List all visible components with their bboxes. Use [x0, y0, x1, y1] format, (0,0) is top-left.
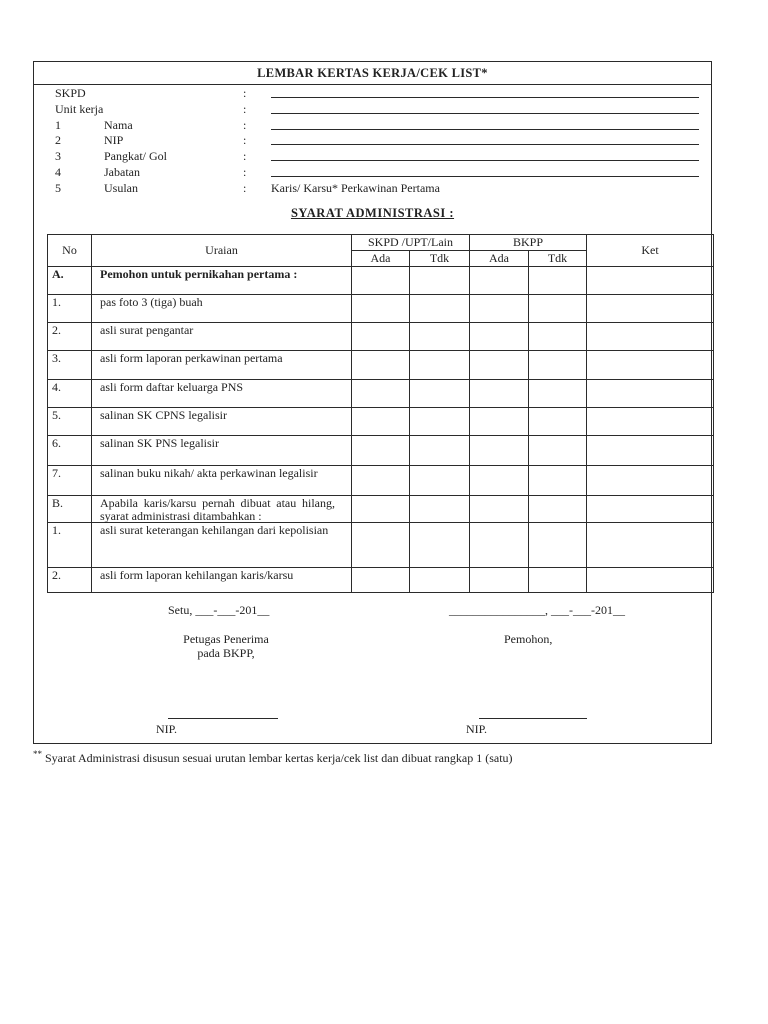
check-cell-bkpp-tdk	[529, 323, 587, 351]
row-no: 2.	[48, 323, 92, 351]
info-section	[34, 86, 711, 197]
table-row	[48, 323, 714, 351]
check-cell-skpd-ada	[352, 408, 410, 436]
footnote-text: Syarat Administrasi disusun sesuai urutan lembar kertas kerja/cek list dan dibuat rangkap 1 (satu)	[45, 751, 513, 765]
row-no: 6.	[48, 436, 92, 466]
field-label: Nama	[104, 117, 133, 132]
check-cell-skpd-tdk	[410, 568, 470, 593]
field-colon: :	[243, 101, 247, 116]
form-box	[33, 61, 712, 744]
signature-role-left	[168, 632, 284, 660]
ket-cell	[587, 295, 714, 323]
field-fill-line	[271, 165, 699, 177]
check-cell-skpd-tdk	[410, 436, 470, 466]
check-cell-bkpp-tdk	[529, 436, 587, 466]
ket-cell	[587, 466, 714, 496]
col-group-bkpp-header: BKPP	[470, 235, 587, 251]
check-cell-bkpp-ada	[470, 568, 529, 593]
check-cell-bkpp-ada	[470, 267, 529, 295]
row-uraian: salinan SK PNS legalisir	[92, 436, 352, 466]
ket-cell	[587, 408, 714, 436]
col-skpd-ada-header: Ada	[352, 251, 410, 267]
ket-cell	[587, 323, 714, 351]
check-cell-skpd-tdk	[410, 496, 470, 523]
col-ket-header: Ket	[587, 235, 714, 267]
check-cell-bkpp-ada	[470, 496, 529, 523]
row-uraian: salinan buku nikah/ akta perkawinan legalisir	[92, 466, 352, 496]
field-fill-line	[271, 149, 699, 161]
check-cell-skpd-ada	[352, 380, 410, 408]
table-row	[48, 466, 714, 496]
col-group-skpd-header: SKPD /UPT/Lain	[352, 235, 470, 251]
signature-role-right: Pemohon,	[504, 632, 553, 646]
field-label: NIP	[104, 133, 124, 148]
table-row	[48, 523, 714, 568]
row-uraian: asli surat keterangan kehilangan dari kepolisian	[92, 523, 352, 568]
ket-cell	[587, 496, 714, 523]
info-field-row	[34, 118, 711, 134]
ket-cell	[587, 568, 714, 593]
row-no: 4.	[48, 380, 92, 408]
field-number: 2	[55, 133, 61, 148]
field-number: 1	[55, 117, 61, 132]
check-cell-skpd-tdk	[410, 267, 470, 295]
field-label: Unit kerja	[55, 101, 104, 116]
signature-line-left	[168, 718, 278, 719]
check-cell-skpd-tdk	[410, 380, 470, 408]
col-uraian-header: Uraian	[92, 235, 352, 267]
row-no: 7.	[48, 466, 92, 496]
row-uraian: asli surat pengantar	[92, 323, 352, 351]
check-cell-bkpp-tdk	[529, 496, 587, 523]
check-cell-bkpp-tdk	[529, 408, 587, 436]
check-cell-bkpp-ada	[470, 436, 529, 466]
field-value: Karis/ Karsu* Perkawinan Pertama	[271, 180, 440, 195]
info-field-row	[34, 181, 711, 197]
check-cell-skpd-ada	[352, 295, 410, 323]
row-no: 1.	[48, 523, 92, 568]
table-row	[48, 496, 714, 523]
check-cell-skpd-tdk	[410, 323, 470, 351]
nip-label-left: NIP.	[156, 722, 178, 736]
field-colon: :	[243, 117, 247, 132]
col-bkpp-tdk-header: Tdk	[529, 251, 587, 267]
table-row	[48, 436, 714, 466]
check-cell-skpd-ada	[352, 496, 410, 523]
field-label: Usulan	[104, 180, 138, 195]
signature-date-left: Setu, ___-___-201__	[168, 603, 270, 617]
check-cell-bkpp-ada	[470, 523, 529, 568]
info-field-row	[34, 149, 711, 165]
check-cell-skpd-tdk	[410, 408, 470, 436]
info-field-row	[34, 102, 711, 118]
row-no: A.	[48, 267, 92, 295]
row-no: 2.	[48, 568, 92, 593]
field-colon: :	[243, 149, 247, 164]
check-cell-bkpp-tdk	[529, 351, 587, 380]
check-cell-skpd-ada	[352, 351, 410, 380]
row-uraian: asli form laporan kehilangan karis/karsu	[92, 568, 352, 593]
nip-label-right: NIP.	[466, 722, 488, 736]
check-cell-skpd-ada	[352, 568, 410, 593]
ket-cell	[587, 267, 714, 295]
row-uraian: asli form laporan perkawinan pertama	[92, 351, 352, 380]
check-cell-bkpp-tdk	[529, 267, 587, 295]
info-field-row	[34, 86, 711, 102]
field-colon: :	[243, 86, 247, 100]
info-field-row	[34, 165, 711, 181]
footnote	[33, 749, 513, 766]
signature-role-line1: Petugas Penerima	[183, 632, 269, 646]
section-heading: SYARAT ADMINISTRASI :	[290, 206, 455, 220]
check-cell-skpd-ada	[352, 323, 410, 351]
table-row	[48, 380, 714, 408]
check-cell-skpd-ada	[352, 466, 410, 496]
table-row	[48, 351, 714, 380]
check-cell-skpd-ada	[352, 436, 410, 466]
signature-date-right: ________________, ___-___-201__	[449, 603, 625, 617]
check-cell-bkpp-ada	[470, 408, 529, 436]
row-uraian: asli form daftar keluarga PNS	[92, 380, 352, 408]
field-number: 4	[55, 164, 61, 179]
row-no: 5.	[48, 408, 92, 436]
field-fill-line	[271, 102, 699, 114]
field-colon: :	[243, 180, 247, 195]
checklist-table	[47, 234, 714, 593]
field-fill-line	[271, 133, 699, 145]
check-cell-bkpp-ada	[470, 351, 529, 380]
row-no: B.	[48, 496, 92, 523]
table-row	[48, 267, 714, 295]
col-skpd-tdk-header: Tdk	[410, 251, 470, 267]
form-title: LEMBAR KERTAS KERJA/CEK LIST*	[34, 62, 711, 85]
table-row	[48, 295, 714, 323]
field-label: Pangkat/ Gol	[104, 149, 167, 164]
footnote-marker: **	[33, 749, 42, 759]
check-cell-skpd-tdk	[410, 351, 470, 380]
field-label: SKPD	[55, 86, 86, 100]
ket-cell	[587, 523, 714, 568]
row-uraian: salinan SK CPNS legalisir	[92, 408, 352, 436]
check-cell-skpd-ada	[352, 523, 410, 568]
check-cell-bkpp-tdk	[529, 295, 587, 323]
table-row	[48, 408, 714, 436]
check-cell-skpd-ada	[352, 267, 410, 295]
check-cell-bkpp-ada	[470, 380, 529, 408]
field-label: Jabatan	[104, 164, 140, 179]
check-cell-bkpp-ada	[470, 323, 529, 351]
check-cell-bkpp-ada	[470, 466, 529, 496]
ket-cell	[587, 351, 714, 380]
ket-cell	[587, 380, 714, 408]
col-bkpp-ada-header: Ada	[470, 251, 529, 267]
check-cell-skpd-tdk	[410, 295, 470, 323]
ket-cell	[587, 436, 714, 466]
table-row	[48, 568, 714, 593]
info-field-row	[34, 133, 711, 149]
check-cell-bkpp-tdk	[529, 523, 587, 568]
row-uraian: Apabila karis/karsu pernah dibuat atau hilang, syarat administrasi ditambahkan :	[92, 496, 352, 523]
check-cell-skpd-tdk	[410, 523, 470, 568]
row-no: 3.	[48, 351, 92, 380]
row-no: 1.	[48, 295, 92, 323]
check-cell-bkpp-tdk	[529, 380, 587, 408]
field-fill-line	[271, 118, 699, 130]
field-fill-line	[271, 86, 699, 98]
signature-role-line2: pada BKPP,	[197, 646, 255, 660]
check-cell-skpd-tdk	[410, 466, 470, 496]
check-cell-bkpp-ada	[470, 295, 529, 323]
field-colon: :	[243, 133, 247, 148]
field-number: 5	[55, 180, 61, 195]
field-number: 3	[55, 149, 61, 164]
row-uraian: Pemohon untuk pernikahan pertama :	[92, 267, 352, 295]
row-uraian: pas foto 3 (tiga) buah	[92, 295, 352, 323]
check-cell-bkpp-tdk	[529, 466, 587, 496]
check-cell-bkpp-tdk	[529, 568, 587, 593]
signature-line-right	[479, 718, 587, 719]
field-colon: :	[243, 164, 247, 179]
col-no-header: No	[48, 235, 92, 267]
